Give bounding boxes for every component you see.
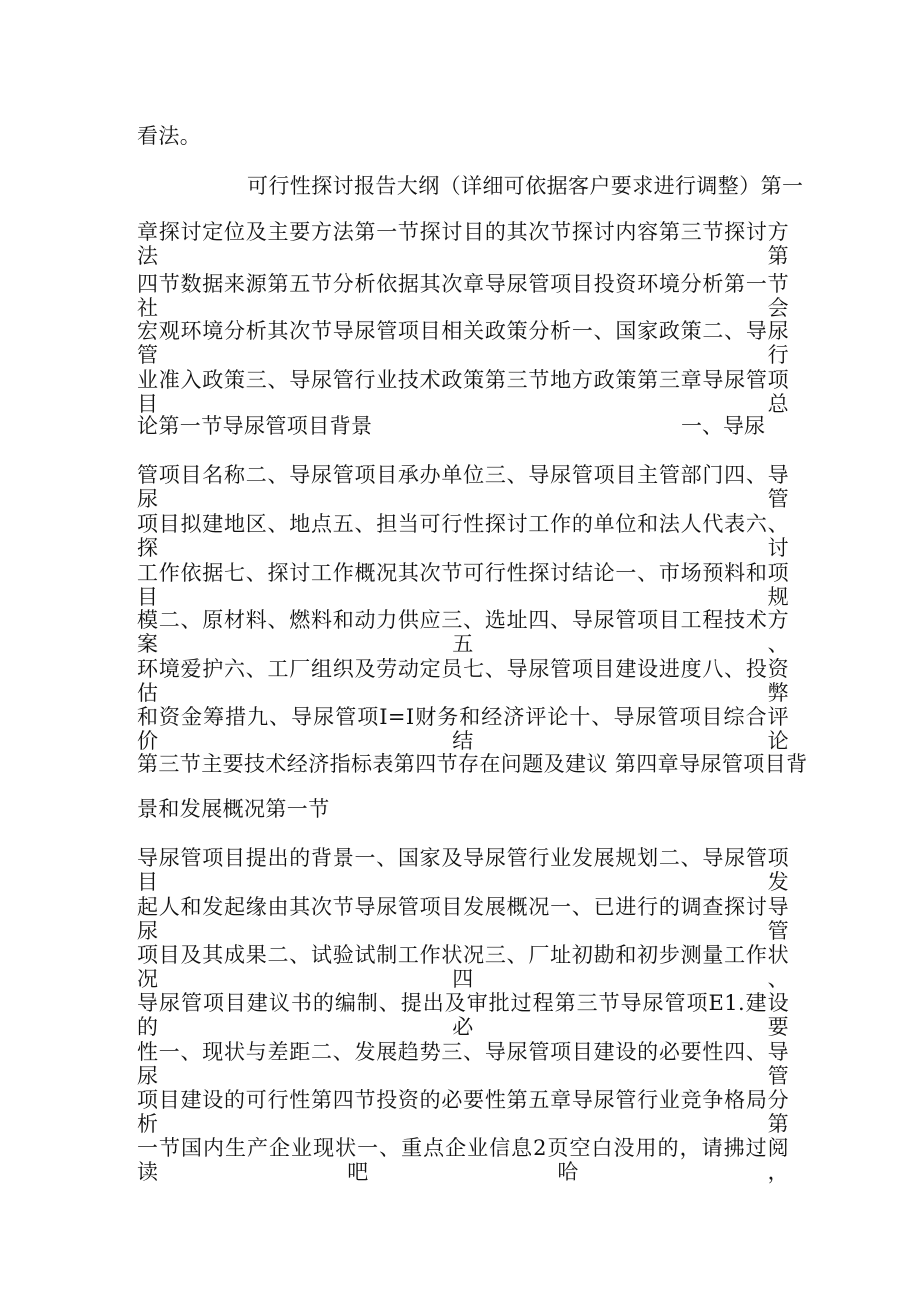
text-line-4: 四节数据来源第五节分析依据其次章导尿管项目投资环境分析第一节社会 — [137, 272, 789, 320]
text-line-7-right: 一、导尿 — [681, 414, 765, 438]
text-line-9: 项目拟建地区、地点五、担当可行性探讨工作的单位和法人代表六、探讨 — [137, 512, 789, 560]
text-line-13: 和资金筹措九、导尿管项I=I财务和经济评论十、导尿管项目综合评价结论 — [137, 705, 789, 753]
text-line-2: 可行性探讨报告大纲（详细可依据客户要求进行调整）第一 — [247, 174, 804, 198]
text-line-3: 章探讨定位及主要方法第一节探讨目的其次节探讨内容第三节探讨方法第 — [137, 220, 789, 268]
text-line-22: 一节国内生产企业现状一、重点企业信息2页空白没用的，请拂过阅读吧哈， — [137, 1136, 789, 1184]
text-line-19: 导尿管项目建议书的编制、提出及审批过程第三节导尿管项E1.建设的必要 — [137, 991, 789, 1039]
text-line-7: 论第一节导尿管项目背景 — [137, 414, 373, 438]
text-line-14: 第三节主要技术经济指标表第四节存在问题及建议 第四章导尿管项目背 — [137, 752, 808, 776]
text-line-16: 导尿管项目提出的背景一、国家及导尿管行业发展规划二、导尿管项目发 — [137, 846, 789, 894]
text-line-11: 模二、原材料、燃料和动力供应三、选址四、导尿管项目工程技术方案五、 — [137, 608, 789, 656]
text-line-10: 工作依据七、探讨工作概况其次节可行性探讨结论一、市场预料和项目规 — [137, 561, 789, 609]
text-line-20: 性一、现状与差距二、发展趋势三、导尿管项目建设的必要性四、导尿管 — [137, 1040, 789, 1088]
text-line-17: 起人和发起缘由其次节导尿管项目发展概况一、已进行的调查探讨导尿管 — [137, 895, 789, 943]
text-line-8: 管项目名称二、导尿管项目承办单位三、导尿管项目主管部门四、导尿管 — [137, 463, 789, 511]
text-line-21: 项目建设的可行性第四节投资的必要性第五章导尿管行业竞争格局分析第 — [137, 1088, 789, 1136]
text-line-18: 项目及其成果二、试验试制工作状况三、厂址初勘和初步测量工作状况四、 — [137, 943, 789, 991]
text-line-1: 看法。 — [137, 124, 202, 148]
text-line-6: 业准入政策三、导尿管行业技术政策第三节地方政策第三章导尿管项目总 — [137, 368, 789, 416]
text-line-5: 宏观环境分析其次节导尿管项目相关政策分析一、国家政策二、导尿管行 — [137, 319, 789, 367]
text-line-15: 景和发展概况第一节 — [137, 797, 330, 821]
text-line-12: 环境爱护六、工厂组织及劳动定员七、导尿管项目建设进度八、投资估弊 — [137, 657, 789, 705]
